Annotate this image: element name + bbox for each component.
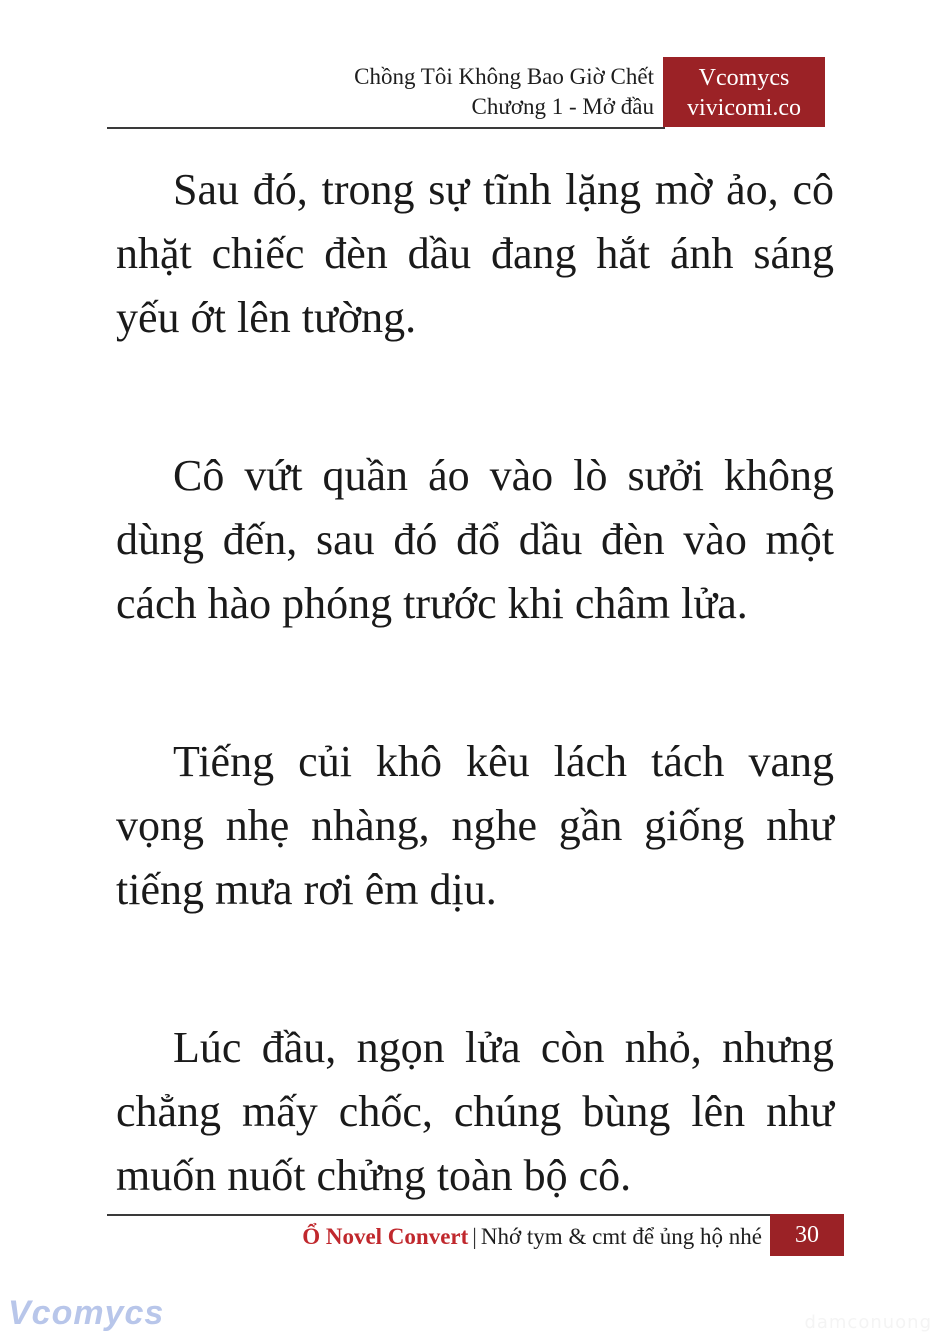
publisher-name: Vcomycs [698, 65, 790, 91]
paragraph-2: Cô vứt quần áo vào lò sưởi không dùng đến, sau đó đổ dầu đèn vào một cách hào phóng trước khi châm lửa. [116, 451, 834, 628]
footer-divider [107, 1214, 770, 1216]
watermark-text: damconuong [804, 1312, 932, 1333]
footer-brand: Ổ Novel Convert [302, 1224, 469, 1249]
publisher-badge [663, 57, 825, 127]
footer-line [302, 1221, 762, 1253]
paragraph-4: Lúc đầu, ngọn lửa còn nhỏ, nhưng chẳng mấy chốc, chúng bùng lên như muốn nuốt chửng toàn bộ cô. [116, 1023, 834, 1200]
header-divider [107, 127, 665, 129]
publisher-site: vivicomi.co [687, 95, 801, 121]
footer-message: Nhớ tym & cmt để ủng hộ nhé [480, 1224, 762, 1249]
footer-separator: | [472, 1224, 477, 1249]
page-body [116, 158, 834, 1302]
chapter-title: Chương 1 - Mở đầu [471, 94, 654, 119]
running-header [354, 62, 654, 122]
page-number: 30 [770, 1214, 844, 1256]
book-title: Chồng Tôi Không Bao Giờ Chết [354, 64, 654, 89]
vcomycs-logo: Vcomycs [8, 1294, 165, 1332]
paragraph-1: Sau đó, trong sự tĩnh lặng mờ ảo, cô nhặt chiếc đèn dầu đang hắt ánh sáng yếu ớt lên tường. [116, 165, 834, 342]
paragraph-3: Tiếng củi khô kêu lách tách vang vọng nhẹ nhàng, nghe gần giống như tiếng mưa rơi êm dịu. [116, 737, 834, 914]
